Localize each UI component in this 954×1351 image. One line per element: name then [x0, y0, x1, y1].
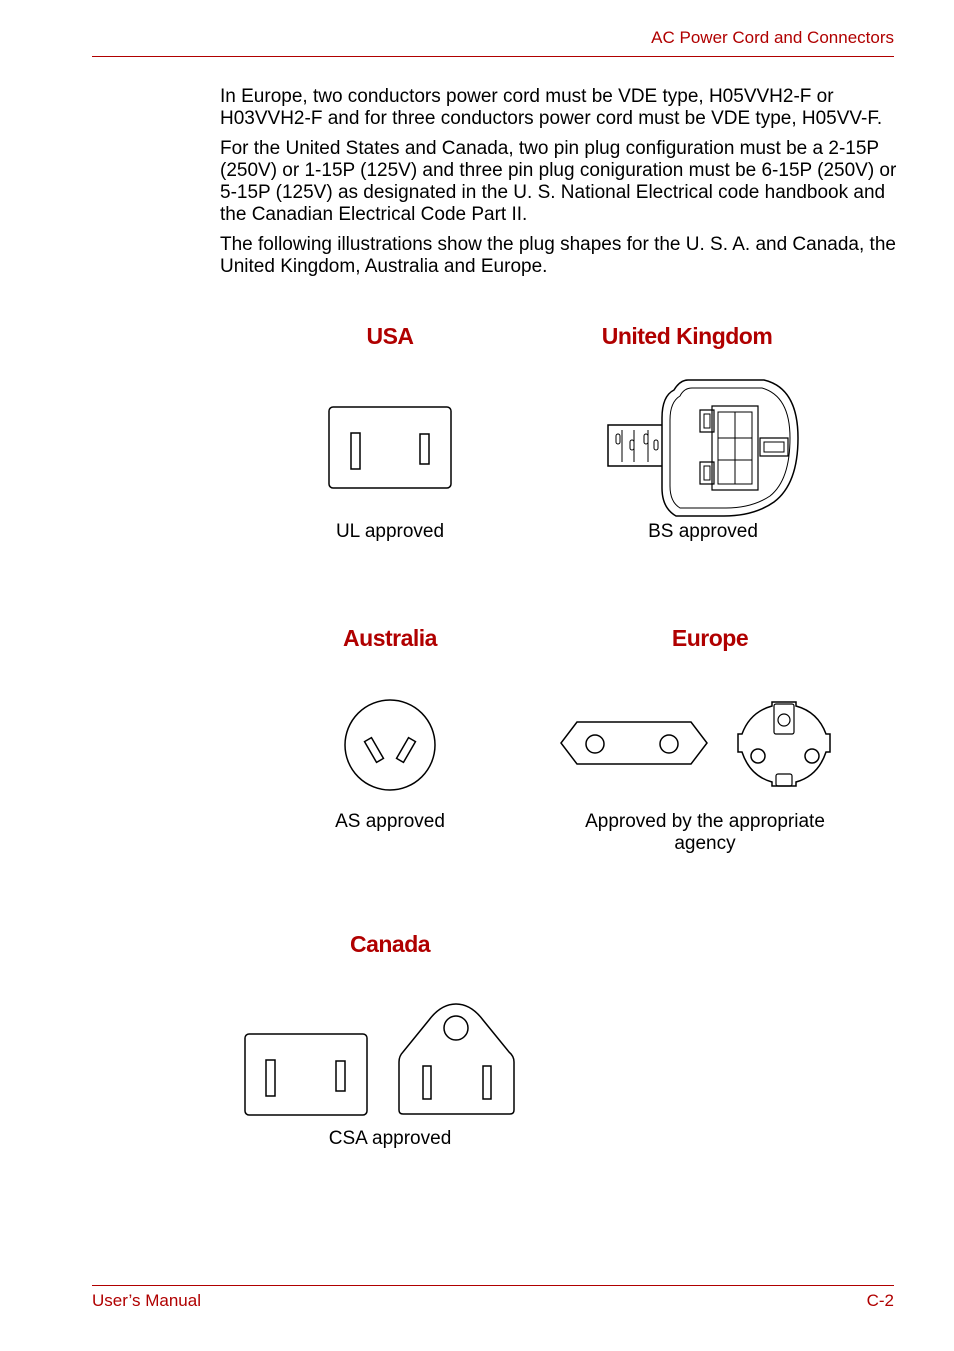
canada-two-pin-plug-icon: [244, 1033, 369, 1117]
australia-caption: AS approved: [335, 811, 445, 832]
uk-heading: United Kingdom: [601, 323, 773, 349]
footer-manual-title: User’s Manual: [92, 1291, 201, 1310]
uk-plug-icon: [604, 378, 800, 518]
canada-heading: Canada: [349, 931, 431, 957]
header-rule: [92, 56, 894, 57]
europe-caption-line2: agency: [674, 833, 736, 854]
uk-caption: BS approved: [648, 521, 758, 542]
australia-plug-icon: [343, 698, 437, 792]
footer-page-number: C-2: [866, 1291, 894, 1310]
usa-heading: USA: [366, 323, 414, 349]
australia-heading: Australia: [343, 625, 437, 651]
body-text: [220, 86, 900, 286]
europe-heading: Europe: [671, 625, 749, 651]
usa-plug-icon: [328, 406, 453, 490]
canada-caption: CSA approved: [328, 1128, 452, 1149]
paragraph-us-canada-plug: For the United States and Canada, two pin plug configuration must be a 2-15P (250V) or 1-15P (125V) and three pin plug coniguration must be 6-15P (250V) or 5-15P (125V) as designated in the U. S. National Electrical code handbook and the Canadian Electrical Code Part II.: [220, 138, 897, 225]
running-header: AC Power Cord and Connectors: [651, 28, 894, 47]
europe-schuko-plug-icon: [736, 694, 832, 792]
usa-caption: UL approved: [335, 521, 445, 542]
paragraph-europe-cord: In Europe, two conductors power cord must be VDE type, H05VVH2-F or H03VVH2-F and for three conductors power cord must be VDE type, H05VV-F.: [220, 86, 883, 129]
europe-caption-line1: Approved by the appropriate: [585, 811, 825, 832]
europe-caption: [585, 811, 825, 855]
canada-three-pin-plug-icon: [397, 1002, 516, 1116]
footer-rule: [92, 1285, 894, 1286]
europe-flat-plug-icon: [559, 719, 709, 767]
paragraph-illustrations-intro: The following illustrations show the plug shapes for the U. S. A. and Canada, the United Kingdom, Australia and Europe.: [220, 234, 896, 277]
